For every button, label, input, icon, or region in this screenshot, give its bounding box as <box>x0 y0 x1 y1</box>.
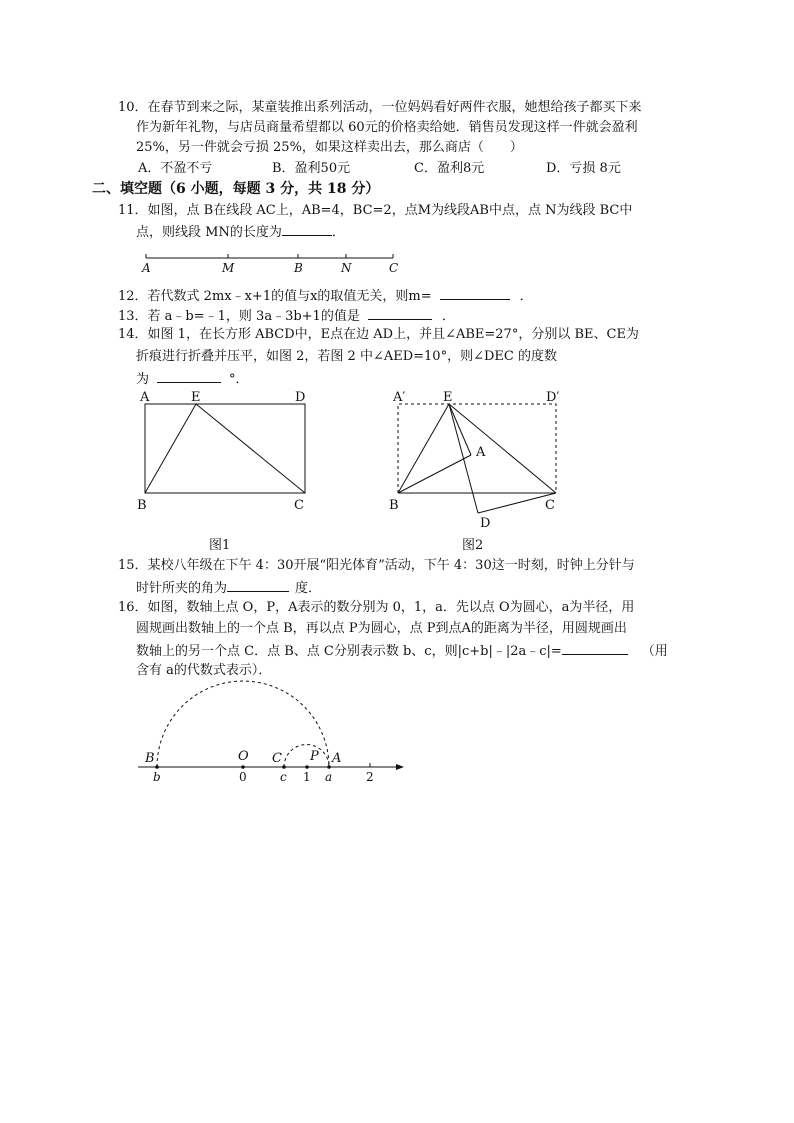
fig2-label-a-prime: A′ <box>393 390 406 405</box>
q13-end: ． <box>441 309 455 324</box>
label-p: P <box>310 749 319 764</box>
q16-line1: 16．如图，数轴上点 O，P，A表示的数分别为 0，1，a．先以点 O为圆心，a为半径，用 <box>118 600 635 615</box>
q11-label-n: N <box>341 261 352 275</box>
q16-line4: 含有 a的代数式表示）． <box>136 663 272 678</box>
q16-line2: 圆规画出数轴上的一个点 B，再以点 P为圆心，点 P到点A的距离为半径，用圆规画出 <box>136 621 627 636</box>
tick-label-2: 2 <box>366 770 374 784</box>
label-b: B <box>145 751 155 766</box>
fig2-label-c: C <box>545 498 555 513</box>
point-o-dot <box>241 765 245 769</box>
fig1-label-e: E <box>191 390 201 405</box>
q10-option-a: A．不盈不亏 <box>138 161 213 176</box>
q11-label-c: C <box>389 261 399 275</box>
q11-label-a: A <box>142 261 151 275</box>
fig1-label-b: B <box>137 498 147 513</box>
q14-figure-1 <box>137 390 305 553</box>
q10-option-c: C．盈利8元 <box>414 161 485 176</box>
q14-line3-text: 为 <box>136 372 150 387</box>
point-c-dot <box>282 765 286 769</box>
q14-line1: 14．如图 1，在长方形 ABCD中，E点在边 AD上，并且∠ABE=27°，分别以 BE、CE为 <box>118 327 639 342</box>
q11-line2-text: 点，则线段 MN的长度为 <box>136 225 282 240</box>
q15-line2-text: 时针所夹的角为 <box>136 581 228 596</box>
label-o: O <box>238 749 249 764</box>
q11-segment-figure <box>141 254 398 275</box>
tick-label-0: 0 <box>239 770 247 784</box>
q10-option-b: B．盈利50元 <box>272 161 351 176</box>
q10-option-d: D．亏损 8元 <box>546 161 621 176</box>
q16-number-line-figure <box>138 681 404 784</box>
fig2-label-d-prime: D′ <box>546 390 560 405</box>
section-heading: 二、填空题（6 小题，每题 3 分，共 18 分） <box>92 181 380 197</box>
fig2-caption: 图2 <box>462 538 484 553</box>
fig1-label-d: D <box>295 390 306 405</box>
line-ea-folded <box>449 404 471 455</box>
tick-label-1: 1 <box>303 770 311 784</box>
tick-label-a: a <box>325 770 333 784</box>
tick-label-c: c <box>280 770 287 784</box>
fig2-label-b: B <box>389 498 399 513</box>
q14-line2: 折痕进行折叠并压平，如图 2，若图 2 中∠AED=10°，则∠DEC 的度数 <box>136 349 557 364</box>
q11-line1: 11．如图，点 B在线段 AC上，AB=4，BC=2，点M为线段AB中点，点 N为线段 BC中 <box>118 203 633 218</box>
q11-label-b: B <box>294 261 303 275</box>
fig2-label-a: A <box>476 445 486 460</box>
q15-line1: 15．某校八年级在下午 4：30开展“阳光体育”活动，下午 4：30这一时刻，时钟上分针与 <box>118 558 635 573</box>
fig2-label-e: E <box>443 390 453 405</box>
tick-label-b: b <box>153 770 161 784</box>
q14-figure-2 <box>389 390 559 553</box>
q16-line3-end: （用 <box>641 644 668 659</box>
q10-line1: 10．在春节到来之际，某童装推出系列活动，一位妈妈看好两件衣服，她想给孩子都买下来 <box>118 100 642 115</box>
line-be <box>145 404 196 493</box>
q10-line2: 作为新年礼物，与店员商量希望都以 60元的价格卖给她．销售员发现这样一件就会盈利 <box>136 120 638 135</box>
point-a-dot <box>327 765 331 769</box>
q12-end: ． <box>519 289 533 304</box>
q15-line2-end: 度． <box>295 581 322 596</box>
fig1-caption: 图1 <box>209 538 231 553</box>
axis-arrow-icon <box>396 764 404 770</box>
line-ec-fold <box>449 404 556 493</box>
fig2-label-d: D <box>480 516 491 531</box>
line-ed-folded <box>449 404 478 513</box>
q12-text: 12．若代数式 2mx﹣x+1的值与x的取值无关，则m= <box>118 289 432 304</box>
q11-line2-end: ． <box>331 225 345 240</box>
q11-label-m: M <box>222 261 235 275</box>
label-c: C <box>272 751 282 766</box>
small-dashed-arc <box>284 745 329 768</box>
q14-line3-end: °． <box>229 372 249 387</box>
fig1-label-a: A <box>140 390 150 405</box>
point-p-dot <box>305 765 309 769</box>
point-b-dot <box>155 765 159 769</box>
q10-line3: 25%，另一件就会亏损 25%，如果这样卖出去，那么商店（ ） <box>136 140 523 155</box>
line-ec <box>196 404 305 493</box>
label-a: A <box>332 751 342 766</box>
rectangle-abcd <box>145 404 305 493</box>
q16-line3-text: 数轴上的另一个点 C．点 B、点 C分别表示数 b、c，则|c+b|﹣|2a﹣c|= <box>136 644 562 659</box>
q13-text: 13．若 a﹣b=﹣1，则 3a﹣3b+1的值是 <box>118 309 360 324</box>
fig1-label-c: C <box>294 498 304 513</box>
